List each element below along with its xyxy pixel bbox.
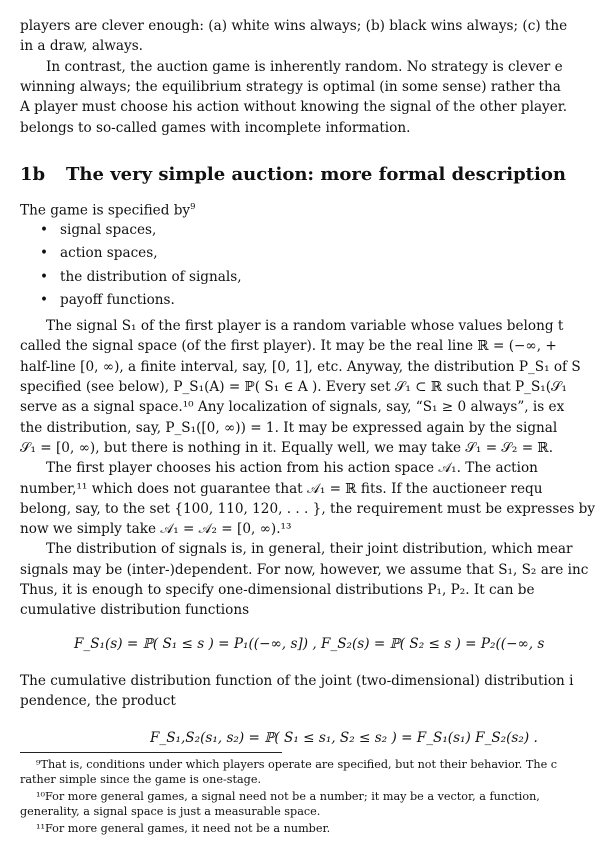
bullet-item (40, 245, 158, 261)
body-line: winning always; the equilibrium strategy is optimal (in some sense) rather tha (20, 79, 561, 95)
body-line: The cumulative distribution function of the joint (two-dimensional) distribution i (20, 673, 574, 689)
footnote-line: rather simple since the game is one-stage. (20, 773, 262, 786)
bullet-text: payoff functions. (60, 292, 175, 308)
equation-cdf: F_S₁(s) = ℙ( S₁ ≤ s ) = P₁((−∞, s]) , F_S₂(s) = ℙ( S₂ ≤ s ) = P₂((−∞, s (74, 636, 545, 652)
body-line: the distribution, say, P_S₁([0, ∞)) = 1. It may be expressed again by the signal (20, 420, 558, 436)
body-line: belong, say, to the set {100, 110, 120, . . . }, the requirement must be expresses by (20, 501, 595, 517)
body-line: The signal S₁ of the first player is a random variable whose values belong t (46, 318, 564, 334)
bullet-item (40, 222, 156, 238)
footnote-mark: 9 (190, 202, 196, 212)
footnote-line: ¹⁰For more general games, a signal need not be a number; it may be a vector, a function, (36, 790, 540, 803)
body-line: number,¹¹ which does not guarantee that 𝒜₁ = ℝ fits. If the auctioneer requ (20, 481, 543, 497)
body-line: players are clever enough: (a) white wins always; (b) black wins always; (c) the (20, 18, 568, 34)
footnote-line: ¹¹For more general games, it need not be a number. (36, 822, 331, 835)
body-line: belongs to so-called games with incomplete information. (20, 120, 411, 136)
body-line: specified (see below), P_S₁(A) = ℙ( S₁ ∈ A ). Every set 𝒮₁ ⊂ ℝ such that P_S₁(𝒮₁ (20, 379, 568, 395)
body-line: 𝒮₁ = [0, ∞), but there is nothing in it. Equally well, we may take 𝒮₁ = 𝒮₂ = ℝ. (20, 440, 554, 456)
bullet-item (40, 269, 242, 285)
body-line: Thus, it is enough to specify one-dimensional distributions P₁, P₂. It can be (20, 582, 535, 598)
bullet-text: signal spaces, (60, 222, 157, 238)
body-line: serve as a signal space.¹⁰ Any localization of signals, say, “S₁ ≥ 0 always”, is ex (20, 399, 565, 415)
bullet-text: action spaces, (60, 245, 158, 261)
bullet-dot: • (40, 222, 49, 238)
body-line: cumulative distribution functions (20, 602, 250, 618)
footnote-line: ⁹That is, conditions under which players operate are specified, but not their behavior. The c (36, 758, 558, 771)
section-number: 1b (20, 164, 46, 185)
bullet-dot: • (40, 245, 49, 261)
footnote-line: generality, a signal space is just a measurable space. (20, 805, 321, 818)
body-line: called the signal space (of the first player). It may be the real line ℝ = (−∞, + (20, 338, 557, 354)
body-line: pendence, the product (20, 693, 176, 709)
intro-line (20, 199, 196, 219)
equation-joint-cdf: F_S₁,S₂(s₁, s₂) = ℙ( S₁ ≤ s₁, S₂ ≤ s₂ ) = F_S₁(s₁) F_S₂(s₂) . (150, 730, 538, 746)
body-line: signals may be (inter-)dependent. For now, however, we assume that S₁, S₂ are inc (20, 562, 589, 578)
section-title: The very simple auction: more formal description (66, 164, 566, 185)
body-line: now we simply take 𝒜₁ = 𝒜₂ = [0, ∞).¹³ (20, 521, 292, 537)
bullet-dot: • (40, 292, 49, 308)
body-line: in a draw, always. (20, 38, 143, 54)
body-line: half-line [0, ∞), a finite interval, say, [0, 1], etc. Anyway, the distribution P_S₁ of S (20, 359, 581, 375)
bullet-dot: • (40, 269, 49, 285)
body-line: The distribution of signals is, in general, their joint distribution, which mear (46, 541, 573, 557)
body-line: In contrast, the auction game is inherently random. No strategy is clever e (46, 59, 563, 75)
body-line: The first player chooses his action from his action space 𝒜₁. The action (46, 460, 538, 476)
section-heading (20, 164, 566, 185)
intro-text: The game is specified by (20, 202, 191, 219)
body-line: A player must choose his action without knowing the signal of the other player. (20, 99, 568, 115)
bullet-item (40, 292, 175, 308)
bullet-text: the distribution of signals, (60, 269, 242, 285)
footnote-rule (20, 752, 282, 753)
